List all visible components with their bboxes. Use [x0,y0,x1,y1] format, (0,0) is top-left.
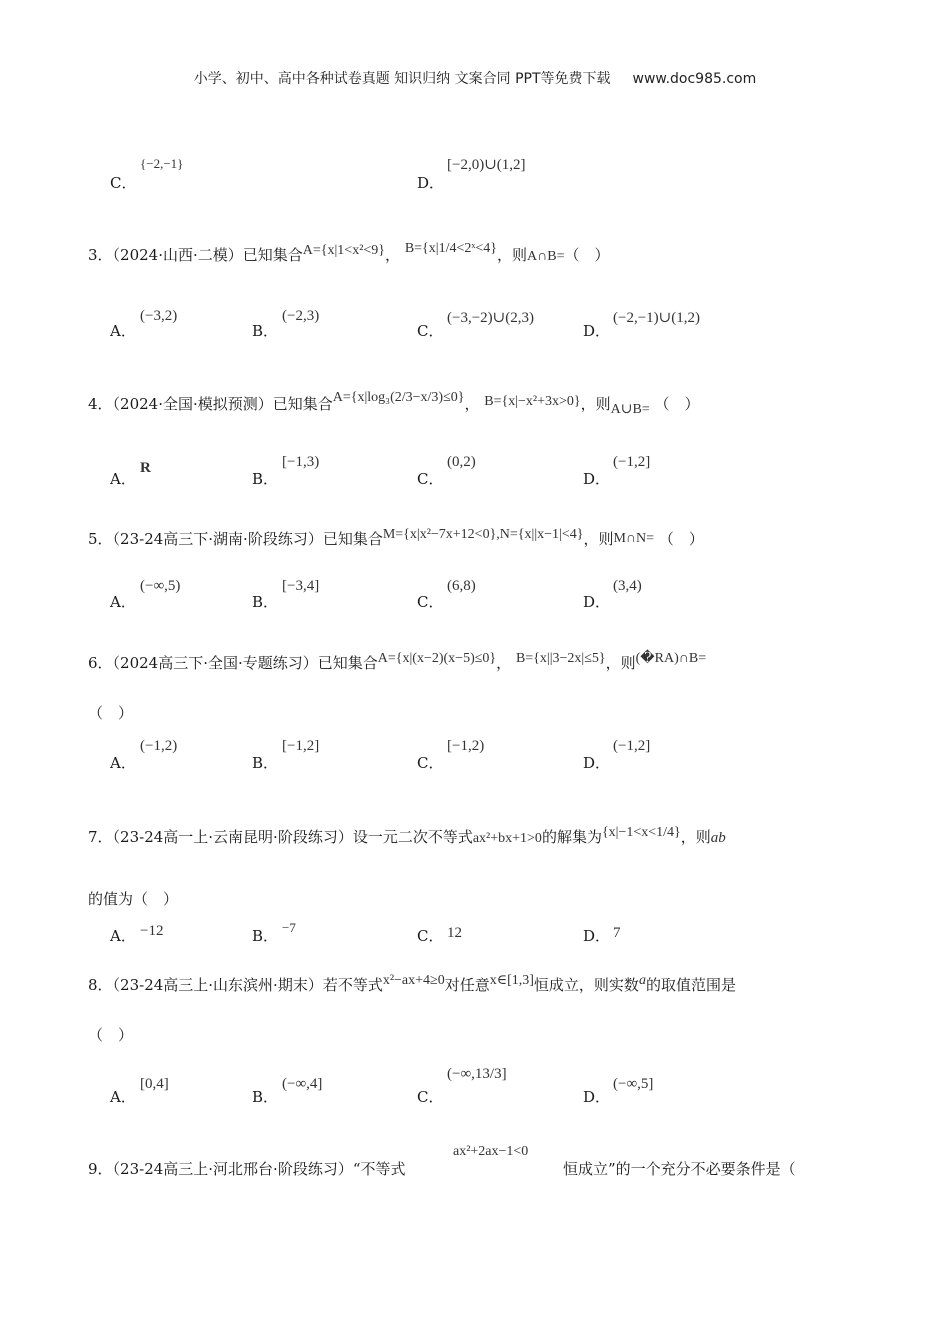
q3-option-a-value: (−3,2) [140,308,178,324]
q7-stem-line2: 的值为（ ） [88,890,179,908]
q7-option-c-value: 12 [447,925,462,941]
q7-stem: 7．（23-24高一上·云南昆明·阶段练习）设一元二次不等式ax²+bx+1>0的解集为{x|−1<x<1/4}，则ab [88,825,726,846]
q4-option-d-value: (−1,2] [613,454,651,470]
q5-option-d-label[interactable]: D． [583,593,611,611]
q2-option-d-value: [−2,0)∪(1,2] [447,157,526,173]
q5-option-b-label[interactable]: B． [252,593,279,611]
q9-stem-suffix: 恒成立”的一个充分不必要条件是（ [563,1160,796,1178]
q6-option-d-value: (−1,2] [613,738,651,754]
q6-option-a-value: (−1,2) [140,738,178,754]
q5-option-a-label[interactable]: A． [110,593,136,611]
q4-option-c-label[interactable]: C． [417,470,444,488]
header-title: 小学、初中、高中各种试卷真题 知识归纳 文案合同 PPT等免费下载 [193,71,611,87]
q4-stem: 4．（2024·全国·模拟预测）已知集合A={x|log₃(2/3−x/3)≤0}， B={x|−x²+3x>0}，则A∪B= （ ） [88,390,700,417]
q5-option-c-value: (6,8) [447,578,476,594]
q6-stem: 6．（2024高三下·全国·专题练习）已知集合A={x|(x−2)(x−5)≤0}， B={x||3−2x|≤5}，则(�RA)∩B= [88,651,707,672]
q7-option-b-label[interactable]: B． [252,927,279,945]
q2-option-c-value: {−2,−1} [140,156,184,171]
q8-option-c-label[interactable]: C． [417,1088,444,1106]
q3-option-c-label[interactable]: C． [417,322,444,340]
q8-option-d-value: (−∞,5] [613,1076,654,1092]
q3-option-c-value: (−3,−2)∪(2,3) [447,310,534,326]
q4-option-b-value: [−1,3) [282,454,320,470]
q6-option-c-value: [−1,2) [447,738,485,754]
q8-option-b-label[interactable]: B． [252,1088,279,1106]
q6-option-c-label[interactable]: C． [417,754,444,772]
q2-option-c-label[interactable]: C． [110,174,137,192]
q7-option-c-label[interactable]: C． [417,927,444,945]
q4-option-a-value: R [140,460,151,476]
q7-option-d-value: 7 [613,925,621,941]
q9-inequality: ax²+2ax−1<0 [453,1144,529,1159]
q8-option-b-value: (−∞,4] [282,1076,323,1092]
q8-stem: 8．（23-24高三上·山东滨州·期末）若不等式x²−ax+4≥0对任意x∈[1,3]恒成立，则实数a的取值范围是 [88,973,736,994]
q5-option-a-value: (−∞,5) [140,578,181,594]
q8-option-d-label[interactable]: D． [583,1088,611,1106]
q5-option-c-label[interactable]: C． [417,593,444,611]
q6-option-b-value: [−1,2] [282,738,320,754]
q6-option-a-label[interactable]: A． [110,754,136,772]
q8-option-a-value: [0,4] [140,1076,169,1092]
q3-option-b-value: (−2,3) [282,308,320,324]
q3-option-d-label[interactable]: D． [583,322,611,340]
header-site-link[interactable]: www.doc985.com [632,71,757,87]
q4-option-b-label[interactable]: B． [252,470,279,488]
q2-option-d-label[interactable]: D． [417,174,445,192]
q7-option-a-value: −12 [140,923,164,939]
q8-option-c-value: (−∞,13/3] [447,1066,507,1082]
q6-option-b-label[interactable]: B． [252,754,279,772]
q5-option-b-value: [−3,4] [282,578,320,594]
q7-option-a-label[interactable]: A． [110,927,136,945]
q8-answer-paren: （ ） [88,1026,134,1044]
q3-stem: 3．（2024·山西·二模）已知集合A={x|1<x²<9}， B={x|1/4<2ˣ<4}，则A∩B=（ ） [88,241,610,264]
q4-option-c-value: (0,2) [447,454,476,470]
q7-option-b-value: −7 [282,920,296,935]
q3-option-d-value: (−2,−1)∪(1,2) [613,310,700,326]
q8-option-a-label[interactable]: A． [110,1088,136,1106]
q4-option-a-label[interactable]: A． [110,470,136,488]
q3-option-b-label[interactable]: B． [252,322,279,340]
q5-stem: 5．（23-24高三下·湖南·阶段练习）已知集合M={x|x²−7x+12<0},N={x||x−1|<4}，则M∩N= （ ） [88,527,704,548]
q6-option-d-label[interactable]: D． [583,754,611,772]
q5-option-d-value: (3,4) [613,578,642,594]
q7-option-d-label[interactable]: D． [583,927,611,945]
q9-stem-prefix: 9．（23-24高三上·河北邢台·阶段练习）“不等式 [88,1160,406,1178]
q4-option-d-label[interactable]: D． [583,470,611,488]
page-header [0,68,950,88]
q6-answer-paren: （ ） [88,704,134,722]
q3-option-a-label[interactable]: A． [110,322,136,340]
